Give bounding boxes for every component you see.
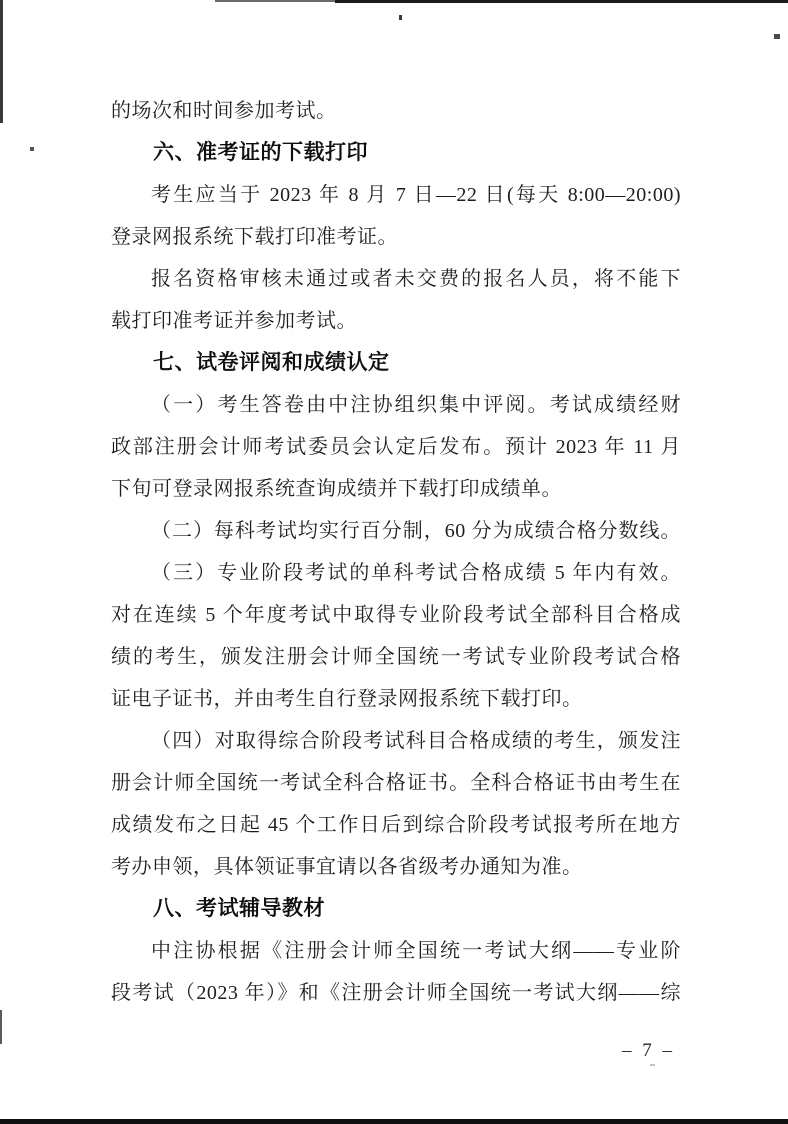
text-line: 政部注册会计师考试委员会认定后发布。预计 2023 年 11 月 xyxy=(111,436,681,458)
scan-edge-top-dark xyxy=(335,0,788,3)
text-line: 段考试（2023 年）》和《注册会计师全国统一考试大纲——综 xyxy=(111,982,681,1004)
text-line: 报名资格审核未通过或者未交费的报名人员，将不能下 xyxy=(151,268,681,290)
scan-edge-left-lower xyxy=(0,1010,2,1044)
text-line: 册会计师全国统一考试全科合格证书。全科合格证书由考生在 xyxy=(111,772,681,794)
text-line: 绩的考生，颁发注册会计师全国统一考试专业阶段考试合格 xyxy=(111,646,681,668)
section-heading-8: 八、考试辅导教材 xyxy=(153,897,325,920)
scan-edge-bottom xyxy=(0,1119,788,1124)
text-line: 载打印准考证并参加考试。 xyxy=(111,310,357,332)
text-line: （一）考生答卷由中注协组织集中评阅。考试成绩经财 xyxy=(151,394,681,416)
text-line: 中注协根据《注册会计师全国统一考试大纲——专业阶 xyxy=(151,940,681,962)
text-line: （三）专业阶段考试的单科考试合格成绩 5 年内有效。 xyxy=(151,562,681,584)
page-number: – 7 – xyxy=(622,1040,675,1061)
text-line: 考办申领，具体领证事宜请以各省级考办通知为准。 xyxy=(111,856,583,878)
text-line: 登录网报系统下载打印准考证。 xyxy=(111,226,398,248)
section-heading-6: 六、准考证的下载打印 xyxy=(153,141,368,164)
scan-edge-top-light xyxy=(215,0,335,2)
text-line: 的场次和时间参加考试。 xyxy=(111,100,337,122)
text-line: 成绩发布之日起 45 个工作日后到综合阶段考试报考所在地方 xyxy=(111,814,681,836)
scan-edge-left-upper xyxy=(0,0,3,123)
scan-speck xyxy=(774,34,780,39)
document-text-block xyxy=(111,90,681,1014)
text-line: （二）每科考试均实行百分制，60 分为成绩合格分数线。 xyxy=(151,520,681,542)
scan-speck xyxy=(650,1064,655,1066)
scan-speck xyxy=(399,15,402,20)
scan-speck xyxy=(30,147,34,151)
text-line: 下旬可登录网报系统查询成绩并下载打印成绩单。 xyxy=(111,478,562,500)
text-line: 证电子证书，并由考生自行登录网报系统下载打印。 xyxy=(111,688,583,710)
text-line: （四）对取得综合阶段考试科目合格成绩的考生，颁发注 xyxy=(151,730,681,752)
text-line: 考生应当于 2023 年 8 月 7 日—22 日(每天 8:00—20:00) xyxy=(151,184,681,206)
text-line: 对在连续 5 个年度考试中取得专业阶段考试全部科目合格成 xyxy=(111,604,681,626)
section-heading-7: 七、试卷评阅和成绩认定 xyxy=(153,351,390,374)
